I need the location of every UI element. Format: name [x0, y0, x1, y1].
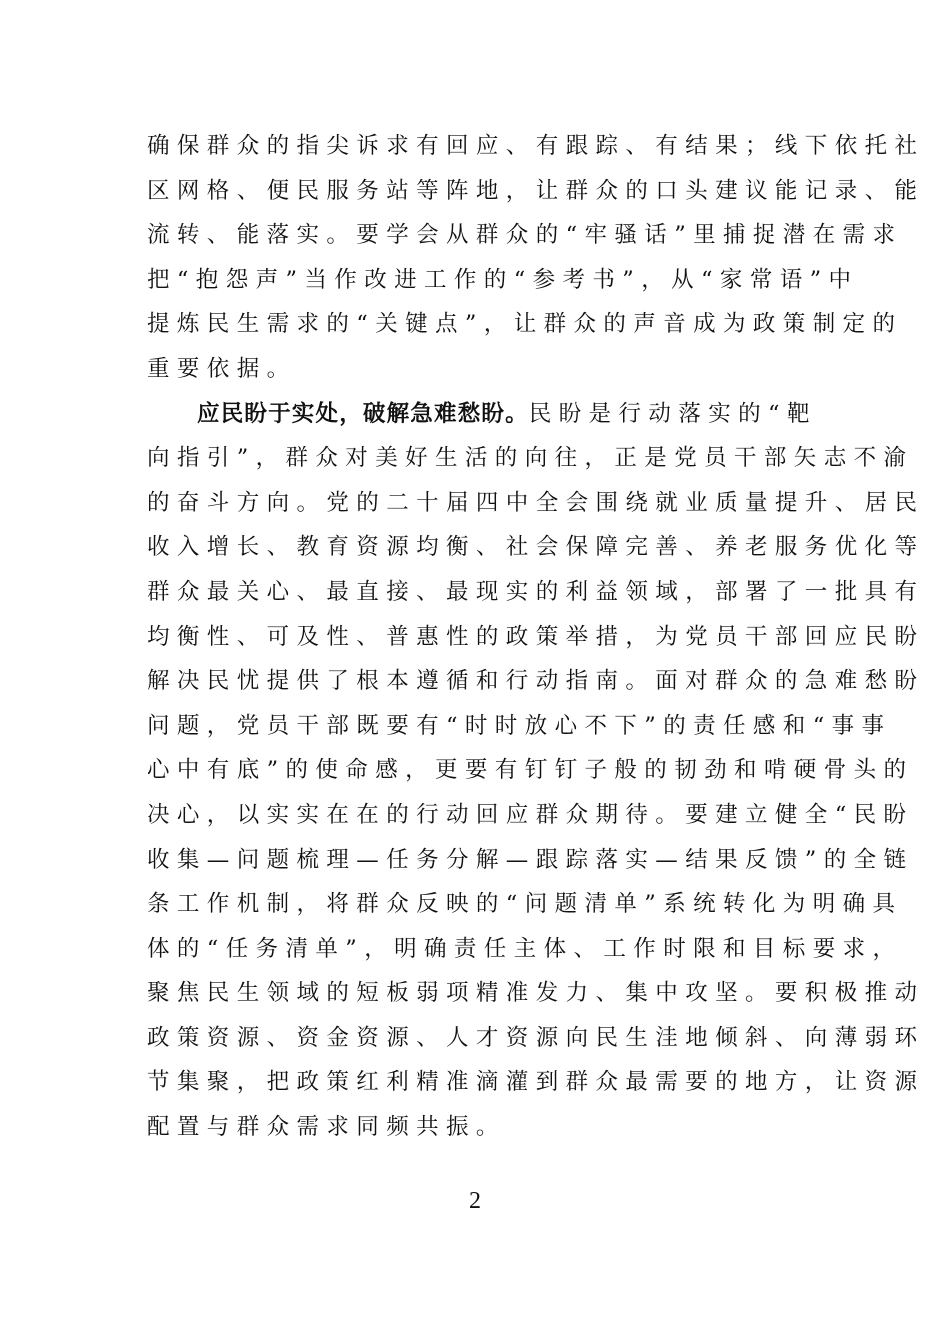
text-line: 群众最关心、最直接、最现实的利益领域，部署了一批具有 — [147, 578, 925, 605]
text-line: 向指引”，群众对美好生活的向往，正是党员干部矢志不渝 — [147, 445, 914, 472]
text-line: 配置与群众需求同频共振。 — [147, 1114, 506, 1141]
page-number: 2 — [469, 1188, 481, 1214]
text-line: 问题，党员干部既要有“时时放心不下”的责任感和“事事 — [147, 712, 892, 739]
text-line: 聚焦民生领域的短板弱项精准发力、集中攻坚。要积极推动 — [147, 980, 925, 1007]
text-line: 提炼民生需求的“关键点”，让群众的声音成为政策制定的 — [147, 311, 903, 338]
text-line: 体的“任务清单”，明确责任主体、工作时限和目标要求， — [147, 935, 903, 962]
text-line: 收入增长、教育资源均衡、社会保障完善、养老服务优化等 — [147, 534, 925, 561]
text-line: 节集聚，把政策红利精准滴灌到群众最需要的地方，让资源 — [147, 1069, 925, 1096]
first-line-rest: 民盼是行动落实的“靶 — [528, 400, 817, 427]
body-text — [147, 124, 925, 1150]
text-line: 流转、能落实。要学会从群众的“牢骚话”里捕捉潜在需求 — [147, 222, 903, 249]
paragraph-2 — [147, 392, 925, 1150]
text-line: 均衡性、可及性、普惠性的政策举措，为党员干部回应民盼 — [147, 623, 925, 650]
text-line: 的奋斗方向。党的二十届四中全会围绕就业质量提升、居民 — [147, 489, 925, 516]
text-line: 确保群众的指尖诉求有回应、有跟踪、有结果；线下依托社 — [147, 133, 925, 159]
text-line: 区网格、便民服务站等阵地，让群众的口头建议能记录、能 — [147, 177, 925, 204]
paragraph-heading: 应民盼于实处，破解急难愁盼。 — [197, 400, 529, 427]
text-line: 解决民忧提供了根本遵循和行动指南。面对群众的急难愁盼 — [147, 668, 925, 695]
text-line: 心中有底”的使命感，更要有钉钉子般的韧劲和啃硬骨头的 — [147, 757, 914, 784]
text-line: 重要依据。 — [147, 355, 297, 382]
text-line: 条工作机制，将群众反映的“问题清单”系统转化为明确具 — [147, 891, 903, 918]
text-line-first — [147, 392, 817, 437]
text-line: 决心，以实实在在的行动回应群众期待。要建立健全“民盼 — [147, 801, 914, 828]
text-line: 收集—问题梳理—任务分解—跟踪落实—结果反馈”的全链 — [147, 846, 914, 873]
text-line: 政策资源、资金资源、人才资源向民生洼地倾斜、向薄弱环 — [147, 1024, 925, 1051]
text-line: 把“抱怨声”当作改进工作的“参考书”，从“家常语”中 — [147, 266, 859, 293]
paragraph-1 — [147, 124, 925, 392]
